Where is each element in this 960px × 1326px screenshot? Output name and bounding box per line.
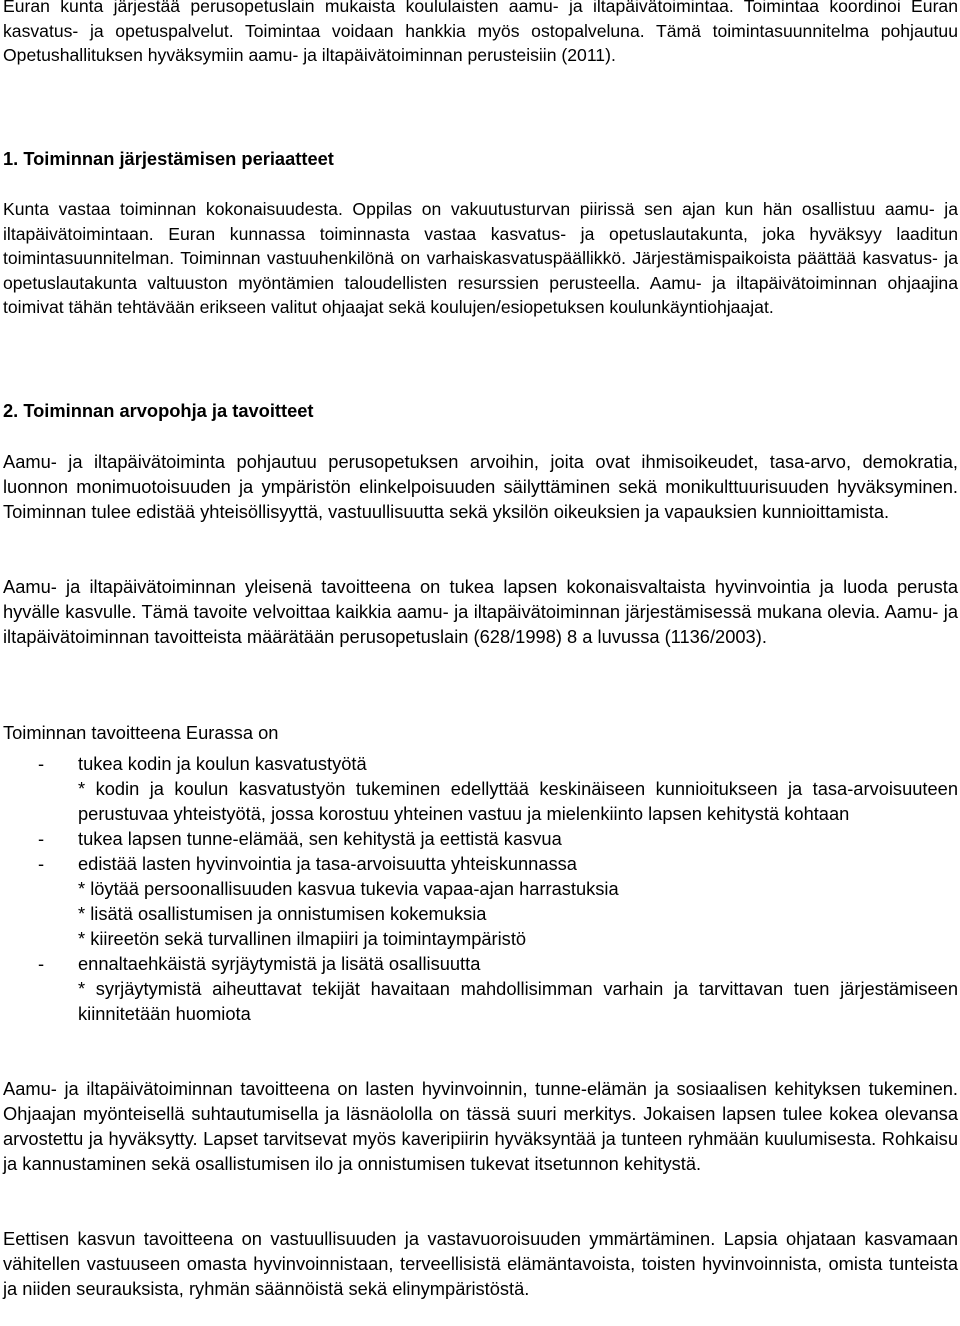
list-subitem: * lisätä osallistumisen ja onnistumisen kokemuksia <box>78 903 487 924</box>
values-paragraph: Aamu- ja iltapäivätoiminta pohjautuu perusopetuksen arvoihin, joita ovat ihmisoikeudet, tasa-arvo, demokratia, luonnon monimuotoisuuden ja ympäristön elinkelpoisuuden säilyttäminen sekä monikulttuurisuuden hyväksyminen. Toiminnan tulee edistää yhteisöllisyyttä, vastuullisuutta sekä yksilön oikeuksien ja vapauksien kunnioittamista. <box>3 451 958 522</box>
list-subitem: * kiireetön sekä turvallinen ilmapiiri ja toimintaympäristö <box>78 928 527 949</box>
list-subitem: * syrjäytymistä aiheuttavat tekijät havaitaan mahdollisimman varhain ja tarvittavan tuen järjestämiseen kiinnitetään huomiota <box>78 978 958 1024</box>
section-2-heading: 2. Toiminnan arvopohja ja tavoitteet <box>3 400 314 421</box>
list-item <box>3 851 958 951</box>
list-subitem: * kodin ja koulun kasvatustyön tukeminen edellyttää keskinäiseen kunnioitukseen ja tasa-arvoisuuteen perustuvaa yhteistyötä, jossa korostuu yhteinen vastuu ja mielenkiinto lapsen kehitystä kohtaan <box>78 778 958 824</box>
goals-intro: Toiminnan tavoitteena Eurassa on <box>3 722 279 744</box>
list-item-text: edistää lasten hyvinvointia ja tasa-arvoisuutta yhteiskunnassa <box>78 853 577 874</box>
list-item <box>3 951 958 1026</box>
general-goal-paragraph: Aamu- ja iltapäivätoiminnan yleisenä tavoitteena on tukea lapsen kokonaisvaltaista hyvinvointia ja luoda perusta hyvälle kasvulle. Tämä tavoite velvoittaa kaikkia aamu- ja iltapäivätoiminnan järjestämisessä mukana olevia. Aamu- ja iltapäivätoiminnan tavoitteista määrätään perusopetuslain (628/1998) 8 a luvussa (1136/2003). <box>3 576 958 647</box>
list-item-text: ennaltaehkäistä syrjäytymistä ja lisätä osallisuutta <box>78 953 481 974</box>
list-dash: - <box>38 828 45 849</box>
list-dash: - <box>38 753 45 774</box>
list-item <box>3 826 958 851</box>
list-subitem: * löytää persoonallisuuden kasvua tukevia vapaa-ajan harrastuksia <box>78 878 619 899</box>
section-1-heading: 1. Toiminnan järjestämisen periaatteet <box>3 148 334 169</box>
list-item-text: tukea kodin ja koulun kasvatustyötä <box>78 753 367 774</box>
ethics-paragraph: Eettisen kasvun tavoitteena on vastuullisuuden ja vastavuoroisuuden ymmärtäminen. Lapsia ohjataan kasvamaan vähitellen vastuuseen omasta hyvinvoinnistaan, terveellisistä elämäntavoista, toisten hyvinvoinnista, omista tunteista ja niiden seurauksista, ryhmän säännöistä sekä elinympäristöstä. <box>3 1228 958 1299</box>
section-1-paragraph: Kunta vastaa toiminnan kokonaisuudesta. Oppilas on vakuutusturvan piirissä sen ajan kun hän osallistuu aamu- ja iltapäivätoimintaan. Euran kunnassa toiminnasta vastaa kasvatus- ja opetuslautakunta, joka hyväksyy laaditun toimintasuunnitelman. Toiminnan vastuuhenkilönä on varhaiskasvatuspäällikkö. Järjestämispaikoista päättää kasvatus- ja opetuslautakunta valtuuston myöntämien taloudellisten resurssien perusteella. Aamu- ja iltapäivätoiminnan ohjaajina toimivat tähän tehtävään erikseen valitut ohjaajat sekä koulujen/esiopetuksen koulunkäyntiohjaajat. <box>3 199 958 318</box>
list-item-text: tukea lapsen tunne-elämää, sen kehitystä ja eettistä kasvua <box>78 828 562 849</box>
wellbeing-paragraph: Aamu- ja iltapäivätoiminnan tavoitteena on lasten hyvinvoinnin, tunne-elämän ja sosiaalisen kehityksen tukeminen. Ohjaajan myönteisellä suhtautumisella ja läsnäololla on tässä suuri merkitys. Jokaisen lapsen tulee kokea olevansa arvostettu ja hyväksytty. Lapset tarvitsevat myös kaveripiirin hyväksyntää ja tunteen ryhmään kuulumisesta. Rohkaisu ja kannustaminen sekä osallistumisen ilo ja onnistumisen tukevat itsetunnon kehitystä. <box>3 1078 958 1174</box>
list-item <box>3 751 958 826</box>
list-dash: - <box>38 853 45 874</box>
goals-list <box>3 751 958 1026</box>
intro-paragraph: Euran kunta järjestää perusopetuslain mukaista koululaisten aamu- ja iltapäivätoimintaa. Toimintaa koordinoi Euran kasvatus- ja opetuspalvelut. Toimintaa voidaan hankkia myös ostopalveluna. Tämä toimintasuunnitelma pohjautuu Opetushallituksen hyväksymiin aamu- ja iltapäivätoiminnan perusteisiin (2011). <box>3 0 958 66</box>
list-dash: - <box>38 953 45 974</box>
